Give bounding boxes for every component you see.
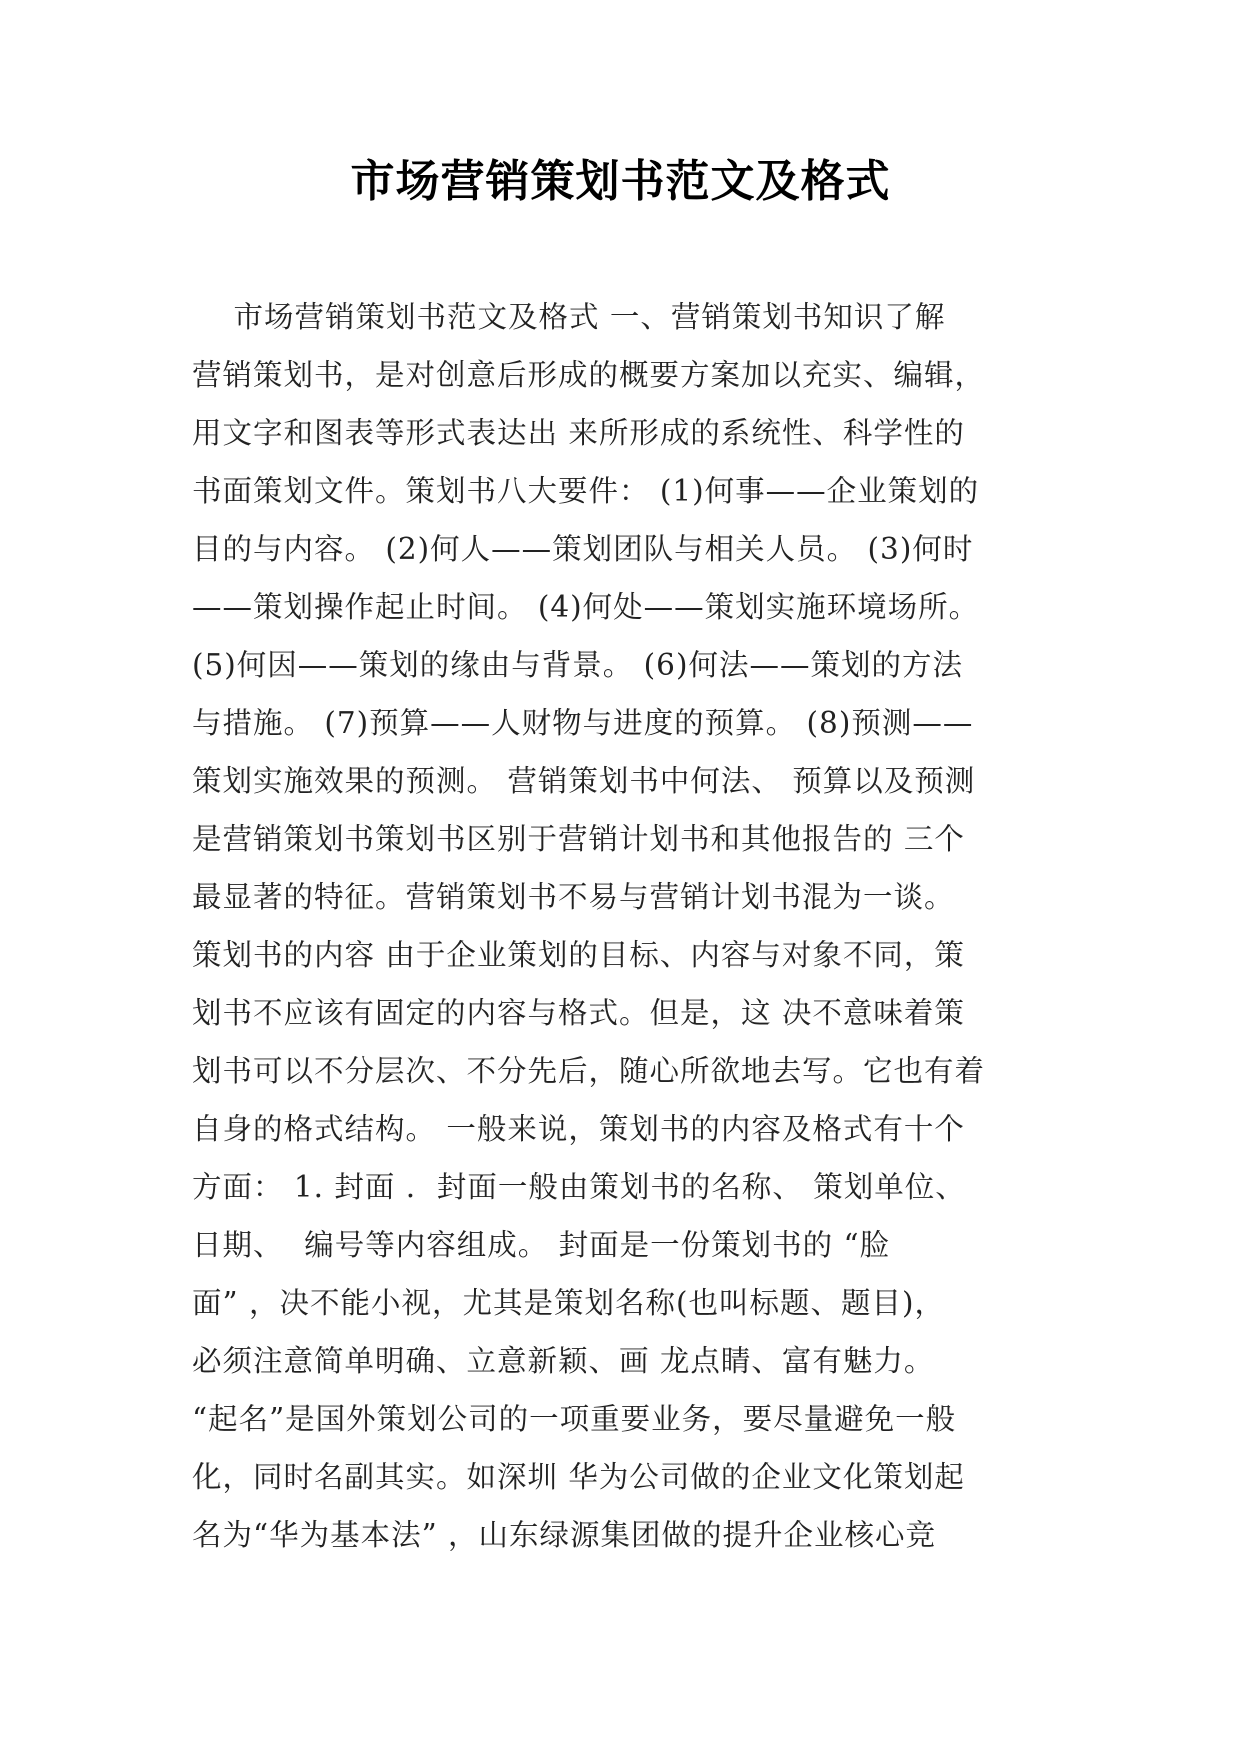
- body-line: 方面： 1. 封面 . 封面一般由策划书的名称、 策划单位、: [192, 1170, 966, 1204]
- body-line: (5)何因——策划的缘由与背景。 (6)何法——策划的方法: [192, 648, 963, 682]
- body-line: 名为“华为基本法” ，山东绿源集团做的提升企业核心竞: [192, 1518, 937, 1552]
- body-line: 是营销策划书策划书区别于营销计划书和其他报告的 三个: [192, 822, 965, 856]
- body-line: 面” ，决不能小视，尤其是策划名称(也叫标题、题目)，: [192, 1286, 945, 1320]
- body-line: 营销策划书，是对创意后形成的概要方案加以充实、编辑，: [192, 358, 986, 392]
- body-line: 策划书的内容 由于企业策划的目标、内容与对象不同，策: [192, 938, 965, 972]
- body-line: 划书可以不分层次、不分先后，随心所欲地去写。它也有着: [192, 1054, 986, 1088]
- body-line: ——策划操作起止时间。 (4)何处——策划实施环境场所。: [192, 590, 980, 624]
- body-line: 目的与内容。 (2)何人——策划团队与相关人员。 (3)何时: [192, 532, 974, 566]
- body-line: 化，同时名副其实。如深圳 华为公司做的企业文化策划起: [192, 1460, 965, 1494]
- body-line: 划书不应该有固定的内容与格式。但是，这 决不意味着策: [192, 996, 965, 1030]
- body-line: 日期、 编号等内容组成。 封面是一份策划书的 “脸: [192, 1228, 891, 1262]
- body-line: 市场营销策划书范文及格式 一、营销策划书知识了解: [192, 300, 946, 334]
- document-body: [192, 288, 1072, 1564]
- document-title: 市场营销策划书范文及格式: [350, 156, 891, 207]
- body-line: 最显著的特征。营销策划书不易与营销计划书混为一谈。: [192, 880, 955, 914]
- body-line: 用文字和图表等形式表达出 来所形成的系统性、科学性的: [192, 416, 965, 450]
- body-line: 必须注意简单明确、立意新颖、画 龙点睛、富有魅力。: [192, 1344, 935, 1378]
- body-line: 书面策划文件。策划书八大要件： (1)何事——企业策划的: [192, 474, 980, 508]
- body-line: 策划实施效果的预测。 营销策划书中何法、 预算以及预测: [192, 764, 976, 798]
- body-line: “起名”是国外策划公司的一项重要业务，要尽量避免一般: [192, 1402, 957, 1436]
- body-line: 自身的格式结构。 一般来说，策划书的内容及格式有十个: [192, 1112, 965, 1146]
- body-line: 与措施。 (7)预算——人财物与进度的预算。 (8)预测——: [192, 706, 974, 740]
